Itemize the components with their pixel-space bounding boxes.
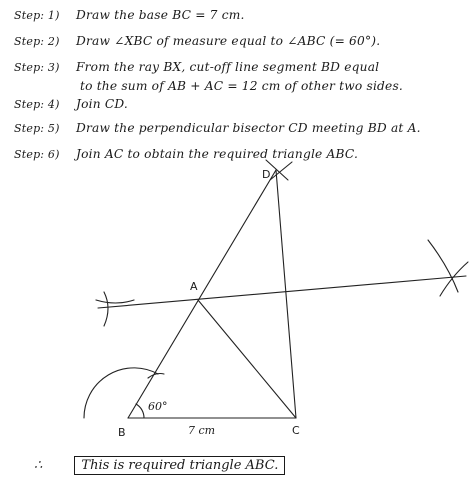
base-length-label: 7 cm [188, 424, 216, 437]
point-c-label: C [292, 424, 300, 437]
point-a-label: A [190, 280, 198, 293]
step-1-label: Step: 1) [14, 9, 60, 22]
conclusion [34, 456, 285, 475]
step-4-text: Join CD. [76, 97, 128, 111]
point-d-label: D [262, 168, 271, 181]
conclusion-box: This is required triangle ABC. [74, 456, 285, 475]
bisector-arc-right-1 [428, 240, 458, 292]
bisector-arc-right-2 [440, 262, 468, 296]
point-b-label: B [118, 426, 126, 439]
step-3-continuation: to the sum of AB + AC = 12 cm of other two sides. [80, 79, 403, 93]
step-6-label: Step: 6) [14, 148, 60, 161]
segment-ac [198, 300, 296, 418]
step-2-label: Step: 2) [14, 35, 60, 48]
perpendicular-bisector-line [98, 276, 466, 308]
arc-mark-ray [148, 374, 164, 379]
therefore-symbol: ∴ [34, 458, 43, 473]
arc-mark-d-2 [270, 162, 292, 180]
step-4-label: Step: 4) [14, 98, 60, 111]
step-5-label: Step: 5) [14, 122, 60, 135]
bisector-arc-left-1 [104, 292, 108, 326]
step-1-text: Draw the base BC = 7 cm. [76, 8, 245, 22]
step-6-text: Join AC to obtain the required triangle ABC. [76, 147, 359, 161]
step-5-text: Draw the perpendicular bisector CD meeting BD at A. [76, 121, 421, 135]
bisector-arc-left-2 [96, 300, 134, 303]
angle-arc-60 [136, 404, 144, 418]
step-2-text: Draw ∠XBC of measure equal to ∠ABC (= 60°). [76, 34, 381, 48]
segment-cd [276, 170, 296, 418]
step-3-label: Step: 3) [14, 61, 60, 74]
angle-label: 60° [148, 400, 168, 413]
step-3-text: From the ray BX, cut-off line segment BD equal [76, 60, 380, 74]
construction-arc-large [84, 368, 158, 418]
